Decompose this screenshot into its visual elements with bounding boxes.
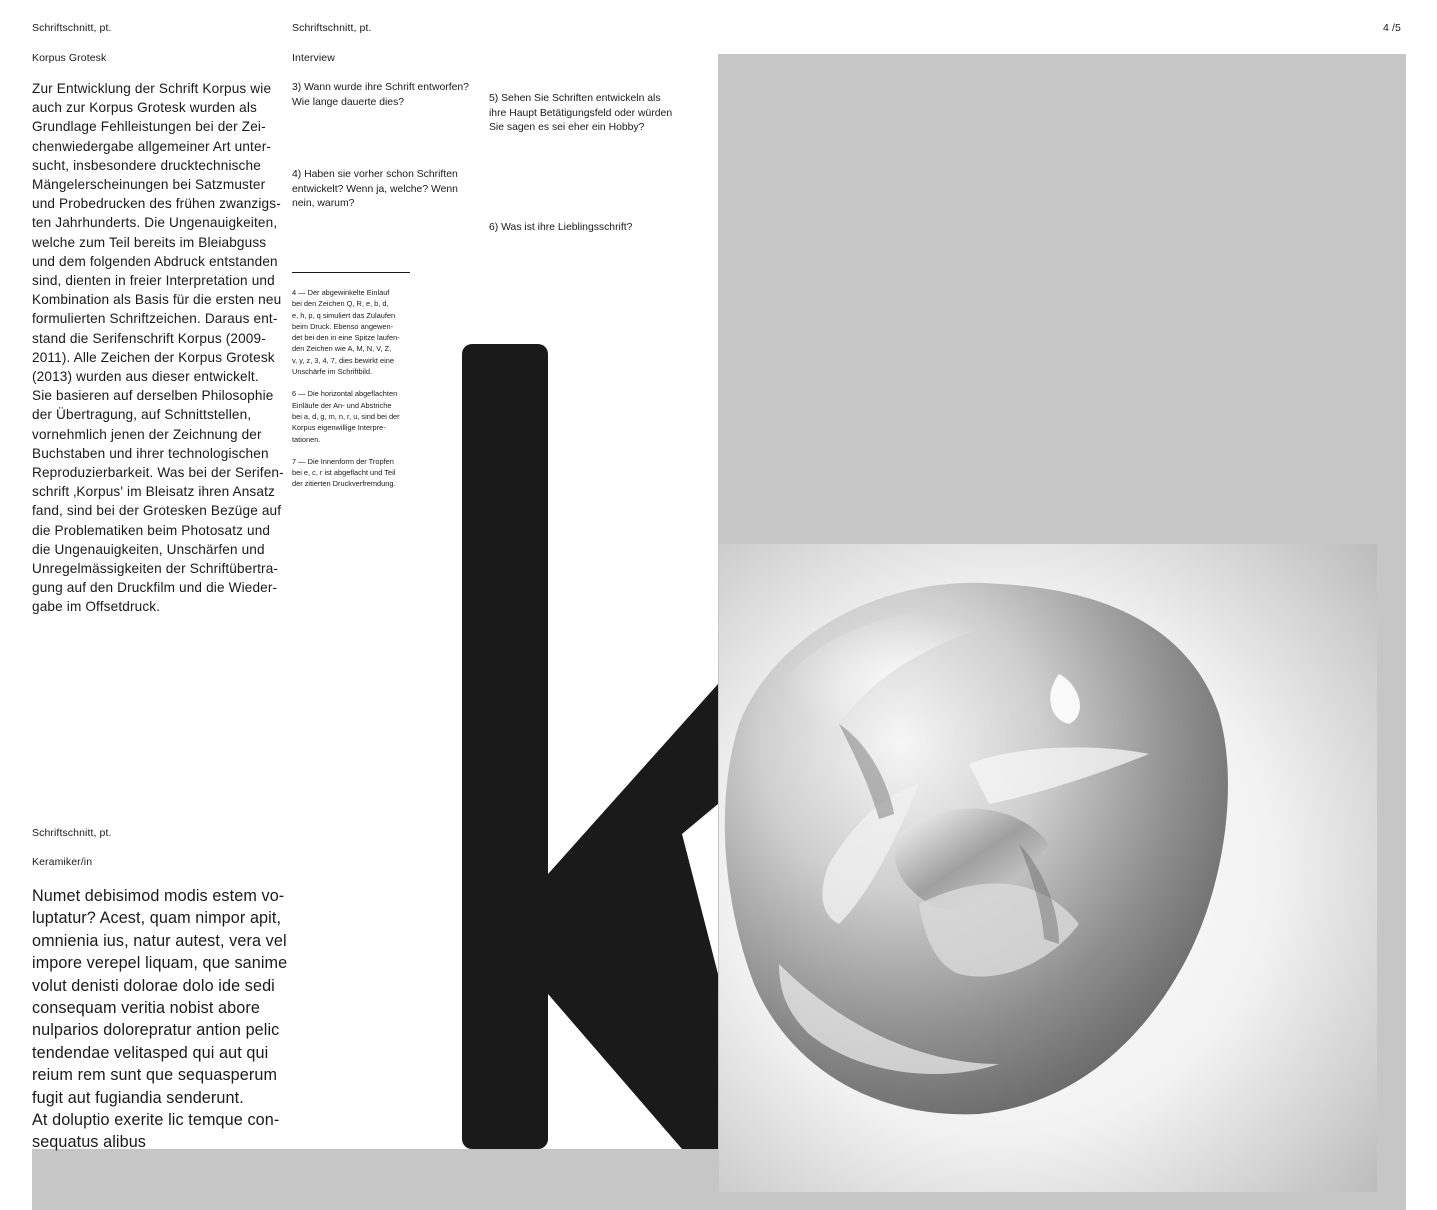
letter-k-glyph-icon — [462, 344, 718, 1149]
interview-question-6: 6) Was ist ihre Lieblingsschrift? — [489, 222, 633, 233]
header-left-label: Schriftschnitt, pt. — [32, 22, 112, 34]
lower-body-text: Numet debisimod modis estem vo- luptatur? Acest, quam nimpor apit, omnienia ius, natur autest, vera vel impore verepel liquam, que sanime volut denisti dolorae dolo ide sedi consequam veritia nobist abore nulparios dolorepratur antion pelic tendendae velitasped qui aut qui reium rem sunt que sequasperum fugit aut fugiandia senderunt. At doluptio exerite lic temque con- sequatus alibus — [32, 887, 288, 1152]
interview-question-3: 3) Wann wurde ihre Schrift entworfen? Wie lange dauerte dies? — [292, 82, 469, 108]
header-mid-label: Schriftschnitt, pt. — [292, 22, 372, 34]
footnotes — [292, 287, 417, 490]
column1-body-text: Zur Entwicklung der Schrift Korpus wie auch zur Korpus Grotesk wurden als Grundlage Fehlleistungen bei der Zei- chenwiedergabe allgemeiner Art unter- sucht, insbesondere drucktechnische Mängelerscheinungen bei Satzmuster und Probedrucken des frühen zwanzigs- ten Jahrhunderts. Die Ungenauigkeiten, welche zum Teil bereits im Bleiabguss und dem folgenden Abdruck entstanden sind, dienten in freier Interpretation und Kombination als Basis für die ersten neu formulierten Schriftzeichen. Daraus ent- stand die Serifenschrift Korpus (2009- 2011). Alle Zeichen der Korpus Grotesk (2013) wurden aus dieser entwickelt. Sie basieren auf derselben Philosophie der Übertragung, auf Schnittstellen, vornehmlich jenen der Zeichnung der Buchstaben und ihrer technologischen Reproduzierbarkeit. Was bei der Serifen- schrift ‚Korpus' im Bleisatz ihren Ansatz fand, sind bei der Grotesken Bezüge auf die Problematiken beim Photosatz und die Ungenauigkeiten, Unschärfen und Unregelmässigkeiten der Schriftübertra- gung auf den Druckfilm und die Wieder- gabe im Offsetdruck. — [32, 81, 284, 615]
grey-panel-bottom — [32, 1149, 720, 1210]
ceramic-sphere-render-icon — [719, 544, 1377, 1192]
footnote-7: 7 — Die Innenform der Tropfen bei e, c, r ist abgeflacht und Teil der zitierten Druckverfremdung. — [292, 456, 396, 489]
footnote-divider — [292, 272, 410, 273]
section-title-keramiker: Keramiker/in — [32, 856, 93, 868]
page-number: 4 /5 — [1383, 22, 1401, 34]
ceramic-sphere-image — [719, 544, 1377, 1192]
footnote-6: 6 — Die horizontal abgeflachten Einläufe der An- und Abstriche bei a, d, g, m, n, r, u, sind bei der Korpus eigenwillige Interpre- tationen. — [292, 389, 400, 444]
section-title-korpus-grotesk: Korpus Grotesk — [32, 52, 107, 64]
lower-label: Schriftschnitt, pt. — [32, 827, 112, 839]
interview-title: Interview — [292, 52, 335, 64]
interview-question-4: 4) Haben sie vorher schon Schriften entwickelt? Wenn ja, welche? Wenn nein, warum? — [292, 169, 458, 209]
interview-question-5: 5) Sehen Sie Schriften entwickeln als ihre Haupt Betätigungsfeld oder würden Sie sagen es sei eher ein Hobby? — [489, 93, 673, 133]
footnote-4: 4 — Der abgewinkelte Einlauf bei den Zeichen Q, R, e, b, d, e, h, p, q simuliert das Zulaufen beim Druck. Ebenso angewen- det bei den in eine Spitze laufen- den Zeichen wie A, M, N, V, Z, v, y, z, 3, 4, 7, dies bewirkt eine Unschärfe im Schriftbild. — [292, 288, 400, 377]
